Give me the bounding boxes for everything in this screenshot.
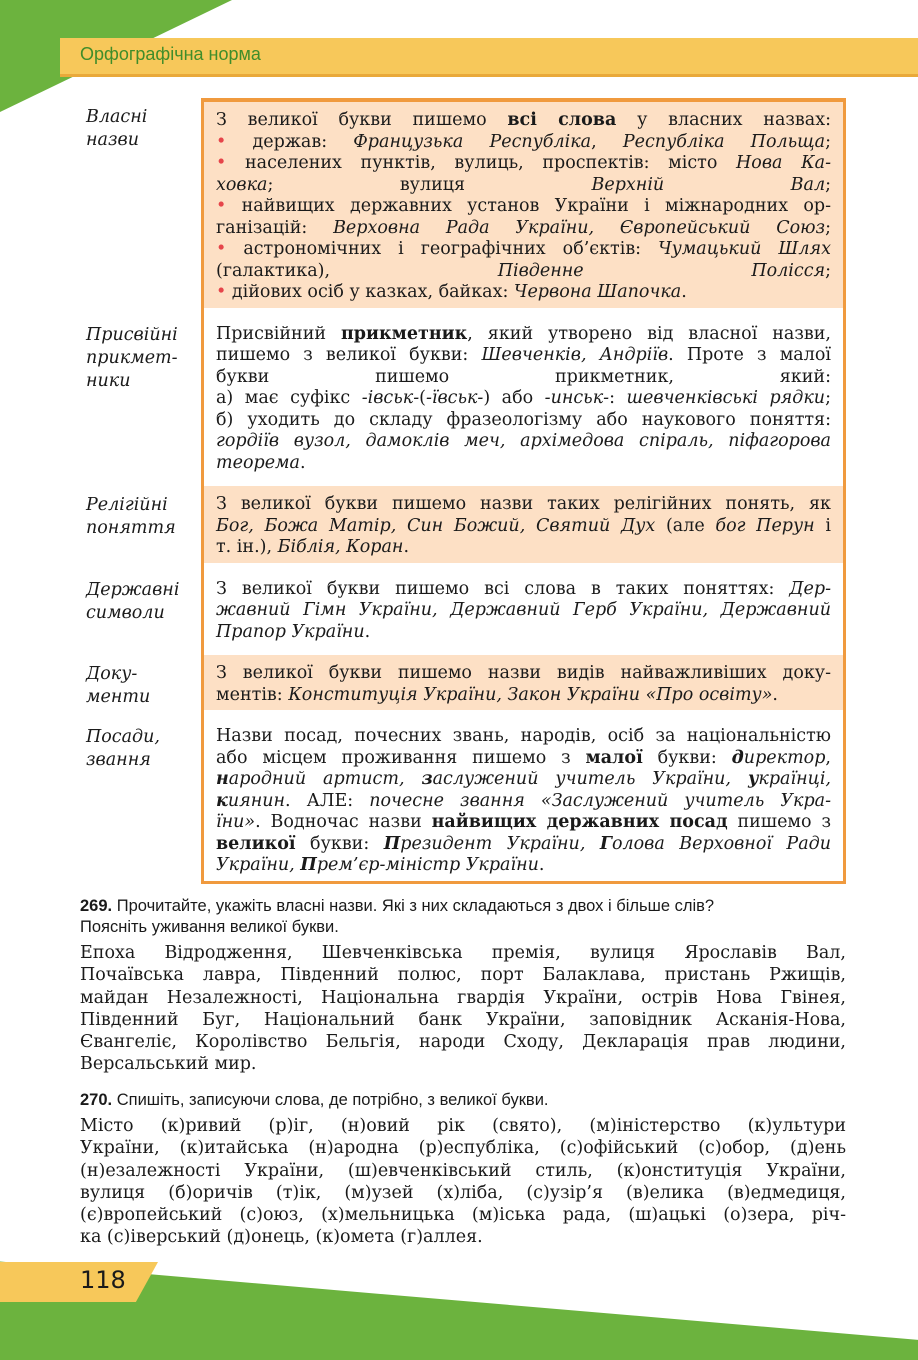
rule-line <box>216 663 831 685</box>
rule-line <box>216 812 831 834</box>
rule-row <box>80 718 846 884</box>
exercise-text-line: Почаївська лавра, Південний полюс, порт Балаклава, пристань Ржищів, <box>80 965 846 986</box>
rule-line <box>216 685 831 707</box>
example-text: Прапор України <box>216 621 365 642</box>
bold-text: найвищих державних посад <box>431 812 728 832</box>
text-run: дійових осіб у казках, байках: <box>226 282 514 302</box>
rule-content <box>201 486 846 563</box>
rule-line <box>216 175 831 197</box>
rule-line <box>216 324 831 346</box>
example-text: Біблія, Коран <box>277 537 404 557</box>
rule-line <box>216 726 831 748</box>
rule-line <box>216 282 831 304</box>
rule-line <box>216 494 831 516</box>
text-run: або місцем проживання пишемо з <box>216 747 586 768</box>
exercise-270-text <box>80 1115 846 1249</box>
example-text: гордіїв вузол, дамоклів меч, архімедова спіраль, піфагорова <box>216 431 831 451</box>
example-text: їни» <box>216 812 256 832</box>
text-run: ганізацій: <box>216 217 334 238</box>
emphasized-letter: у <box>747 769 759 789</box>
example-text: ародний артист, <box>228 769 422 789</box>
text-run: найвищих державних установ України і міжнародних ор- <box>226 196 831 216</box>
row-separator <box>80 478 846 486</box>
task-text: Прочитайте, укажіть власні назви. Які з них складаються з двох і більше слів? <box>116 897 715 915</box>
exercise-text-line: Євангеліє, Королівство Бельгія, народи Сходу, Декларація прав людини, <box>80 1032 846 1053</box>
exercise-number: 270. <box>80 1091 113 1109</box>
task-line <box>80 896 846 917</box>
rule-line <box>216 388 831 410</box>
row-separator <box>80 647 846 655</box>
text-run: . <box>538 855 545 875</box>
rule-label-line: назви <box>86 130 139 150</box>
rule-line <box>216 367 831 389</box>
rule-row <box>80 486 846 563</box>
text-run: , <box>825 747 831 768</box>
exercise-text-line: України, (к)итайська (н)ародна (р)еспубліка, (с)офійський (с)обор, (д)ень <box>80 1138 846 1159</box>
example-text: Республіка Польща <box>622 131 826 152</box>
example-text: Бог, Божа Матір, Син Божий, Святий Дух <box>216 515 656 536</box>
text-run: у власних назвах: <box>616 110 831 130</box>
example-text: Конституція України, Закон України «Про освіту» <box>288 684 773 705</box>
text-run: і <box>814 515 831 536</box>
rule-label <box>80 718 201 884</box>
text-run: букви: <box>642 747 732 768</box>
exercise-270-task <box>80 1090 846 1111</box>
text-run: , <box>591 131 623 152</box>
text-run: З великої букви пишемо назви таких релігійних понять, як <box>216 494 831 514</box>
text-run: держав: <box>226 131 354 152</box>
exercise-text-line: (є)вропейський (с)оюз, (х)мельницька (м)іська рада, (ш)ацькі (о)зера, річ- <box>80 1205 846 1226</box>
rule-line <box>216 516 831 538</box>
rule-line <box>216 579 831 601</box>
task-line <box>80 1090 846 1111</box>
exercise-text-line: вулиця (б)оричів (т)ік, (м)узей (х)ліба, (с)узір’я (в)елика (в)едмедиця, <box>80 1182 846 1203</box>
rule-content <box>201 655 846 710</box>
text-run: (але <box>655 515 716 536</box>
exercise-text-line: майдан Незалежності, Національна гвардія України, острів Нова Гвінея, <box>80 987 846 1008</box>
example-text: бог Перун <box>715 515 815 536</box>
text-run: . АЛЕ: <box>285 790 370 811</box>
exercise-text-line: (н)езалежності України, (ш)евченківський стиль, (к)онституція України, <box>80 1160 846 1181</box>
example-text: шевченківські рядки <box>626 388 826 408</box>
text-run: . Проте з малої <box>668 345 831 365</box>
emphasized-letter: н <box>216 769 229 789</box>
bullet-icon: • <box>216 131 227 152</box>
example-text: Червона Шапочка <box>513 282 682 302</box>
rule-label <box>80 486 201 563</box>
rule-label-line: Державні <box>86 579 180 600</box>
text-run: астрономічних і географічних об’єктів: <box>226 239 659 259</box>
rule-label-line: менти <box>86 687 151 707</box>
example-text: Французька Республіка <box>353 131 592 152</box>
text-run: ( <box>419 388 426 408</box>
rule-label <box>80 571 201 648</box>
page-number: 118 <box>80 1266 126 1294</box>
text-run: (галактика), <box>216 260 498 281</box>
rule-row <box>80 98 846 308</box>
text-run: З великої букви пишемо назви видів найважливіших доку- <box>216 663 831 683</box>
rule-line <box>216 261 831 283</box>
text-run: . <box>403 537 410 557</box>
rule-label-line: поняття <box>86 518 176 538</box>
text-run: . <box>772 684 778 705</box>
example-text: аслужений учитель України, <box>432 769 748 789</box>
rule-label-line: ники <box>86 370 131 391</box>
example-text: Шевченків, Андріїв <box>481 345 669 365</box>
text-run: Присвійний <box>216 323 341 344</box>
text-run: ; вулиця <box>267 174 592 195</box>
example-text: Чумацький Шлях <box>658 239 831 259</box>
text-run: ; <box>825 388 831 408</box>
bullet-icon: • <box>216 153 227 173</box>
example-text: рем’єр-міністр України <box>316 855 539 875</box>
rule-line <box>216 748 831 770</box>
rule-label-line: Власні <box>86 107 148 127</box>
rule-content <box>201 98 846 308</box>
example-text: -ївськ- <box>425 388 484 408</box>
example-text: України, <box>216 855 301 875</box>
bold-text: великої <box>216 833 296 854</box>
text-run: З великої букви пишемо <box>216 110 508 130</box>
row-separator <box>80 710 846 718</box>
example-text: почесне звання «Заслужений учитель Укра- <box>369 790 832 811</box>
rule-line <box>216 622 831 644</box>
example-text: жавний Гімн України, Державний Герб України, Державний <box>216 600 831 620</box>
task-text: Спишіть, записуючи слова, де потрібно, з великої букви. <box>116 1091 549 1109</box>
exercise-text-line: Південний Буг, Національний банк України, заповідник Асканія-Нова, <box>80 1009 846 1030</box>
text-run: букви: <box>295 833 384 854</box>
page-number-tab <box>0 1262 158 1302</box>
text-run: . <box>364 621 371 642</box>
emphasized-letter: Г <box>599 833 612 854</box>
example-text: Дер- <box>789 578 831 599</box>
text-run: ; <box>825 131 832 152</box>
example-text: иянин <box>227 790 286 811</box>
text-run: т. ін.), <box>216 537 278 557</box>
exercise-text-line: Епоха Відродження, Шевченківська премія, вулиця Ярославів Вал, <box>80 943 846 963</box>
text-run: Назви посад, почесних звань, народів, осіб за національністю <box>216 726 831 746</box>
exercise-269-text <box>80 942 846 1076</box>
emphasized-letter: з <box>421 769 433 789</box>
text-run: З великої букви пишемо всі слова в таких поняттях: <box>216 578 790 599</box>
rule-line <box>216 110 831 132</box>
example-text: -инськ- <box>544 388 610 408</box>
row-separator <box>80 308 846 316</box>
example-text: резидент України, <box>400 833 600 854</box>
example-text: теорема <box>216 452 300 473</box>
text-run: букви пишемо прикметник, який: <box>216 366 831 387</box>
text-run: . <box>681 282 687 302</box>
rule-line <box>216 600 831 622</box>
rule-row <box>80 655 846 710</box>
example-text: ховка <box>216 174 268 195</box>
section-header <box>60 38 918 77</box>
rule-label-line: символи <box>86 602 165 623</box>
rule-line <box>216 410 831 432</box>
rule-line <box>216 431 831 453</box>
rule-line <box>216 153 831 175</box>
rule-line <box>216 834 831 856</box>
capitalization-rules-table <box>80 98 846 884</box>
bold-text: всі слова <box>507 110 617 130</box>
rule-label <box>80 316 201 479</box>
text-run: б) уходить до складу фразеологізму або наукового поняття: <box>216 409 831 430</box>
rule-line <box>216 345 831 367</box>
text-run: : <box>609 388 627 408</box>
rule-label-line: Посади, <box>86 727 160 747</box>
section-title: Орфографічна норма <box>80 44 261 64</box>
rule-label-line: Релігійні <box>86 495 168 515</box>
example-text: Верхній Вал <box>591 174 826 195</box>
text-run: населених пунктів, вулиць, проспектів: місто <box>226 153 737 173</box>
rule-line <box>216 453 831 475</box>
exercise-number: 269. <box>80 897 113 915</box>
rule-content <box>201 316 846 479</box>
emphasized-letter: П <box>300 855 317 875</box>
exercise-269-task <box>80 896 846 938</box>
exercise-text-line: Версальський мир. <box>80 1054 257 1075</box>
rule-label <box>80 98 201 308</box>
rule-line <box>216 239 831 261</box>
text-run: ; <box>825 260 831 281</box>
text-run: пишемо з <box>727 812 831 832</box>
rule-line <box>216 537 831 559</box>
bold-text: малої <box>585 747 643 768</box>
rule-line <box>216 769 831 791</box>
rule-content <box>201 571 846 648</box>
example-text: Південне Полісся <box>497 260 826 281</box>
task-text: Поясніть уживання великої букви. <box>80 918 339 936</box>
rule-content <box>201 718 846 884</box>
rule-label <box>80 655 201 710</box>
task-line <box>80 917 846 938</box>
example-text: иректор <box>743 747 826 768</box>
bullet-icon: • <box>216 282 227 302</box>
bullet-icon: • <box>216 196 227 216</box>
rule-line <box>216 132 831 154</box>
emphasized-letter: к <box>216 790 228 811</box>
rule-line <box>216 196 831 218</box>
rule-line <box>216 218 831 240</box>
bullet-icon: • <box>216 239 227 259</box>
text-run: . <box>300 452 306 473</box>
rule-line <box>216 855 831 877</box>
example-text: Верховна Рада України, Європейський Союз <box>333 217 826 238</box>
example-text: -івськ- <box>361 388 420 408</box>
rule-label-line: Доку- <box>86 664 138 684</box>
rule-line <box>216 791 831 813</box>
text-run: ) або <box>483 388 545 408</box>
row-separator <box>80 563 846 571</box>
text-run: ; <box>825 217 831 238</box>
emphasized-letter: П <box>383 833 401 854</box>
text-run: пишемо з великої букви: <box>216 345 482 365</box>
text-run: а) має суфікс <box>216 388 362 408</box>
text-run: ментів: <box>216 684 289 705</box>
rule-label-line: Присвійні <box>86 324 178 345</box>
text-run: . Водночас назви <box>255 812 432 832</box>
rule-label-line: звання <box>86 750 151 770</box>
example-text: олова Верховної Ради <box>611 833 832 854</box>
rule-row <box>80 316 846 479</box>
bold-text: прикметник <box>341 323 468 344</box>
exercise-text-line: ка (с)іверський (д)онець, (к)омета (г)аллея. <box>80 1227 483 1248</box>
text-run: ; <box>825 174 831 195</box>
exercise-text-line: Місто (к)ривий (р)іг, (н)овий рік (свято), (м)іністерство (к)ультури <box>80 1116 846 1136</box>
example-text: країнці, <box>758 769 831 789</box>
text-run: , який утворено від власної назви, <box>467 323 831 344</box>
rule-row <box>80 571 846 648</box>
emphasized-letter: д <box>731 747 744 768</box>
example-text: Нова Ка- <box>736 153 831 173</box>
rule-label-line: прикмет- <box>86 347 178 368</box>
